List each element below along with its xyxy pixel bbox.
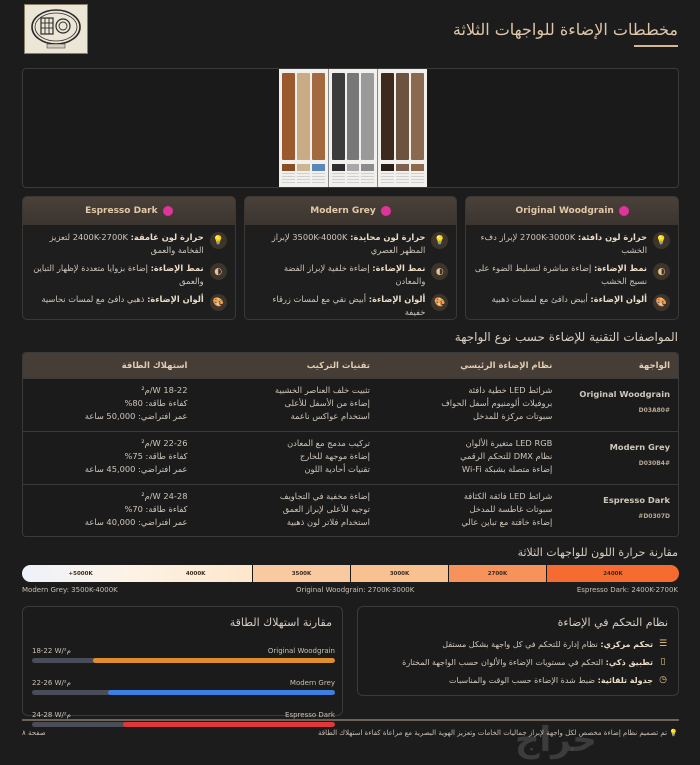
sliders-icon: ☰ (658, 639, 668, 649)
energy-comparison-box (22, 606, 343, 719)
material-swatches (282, 164, 325, 171)
contrast-icon: ◐ (431, 263, 448, 280)
facade-card-header (23, 197, 235, 225)
facades-image (279, 69, 427, 187)
color-temp-title: مقارنة حرارة اللون للواجهات الثلاثة (517, 546, 678, 559)
table-row (23, 431, 678, 484)
specs-table-header (23, 353, 678, 378)
facade-hero-frame (22, 68, 679, 188)
control-feature (442, 639, 668, 649)
install-technique-line: استخدام فلاتر لون ذهبية (286, 517, 370, 527)
lighting-system-line: بروفيلات ألومنيوم أسفل الحواف (441, 398, 553, 408)
energy-spec-line: 22-26 W/م² (141, 438, 188, 448)
feature-label: ألوان الإضاءة: (590, 294, 648, 304)
energy-bar-fill (108, 690, 335, 695)
energy-bar-track (32, 722, 335, 727)
lighting-system-line: سبوتات مركزة للمدخل (472, 411, 553, 421)
facade-color-code: D030B4# (638, 460, 670, 467)
watermark-logo: حراج (515, 720, 597, 760)
temp-legend-espresso-dark: Espresso Dark: 2400K-2700K (576, 586, 678, 594)
energy-spec-line: عمر افتراضي: 40,000 ساعة (84, 517, 188, 527)
temp-segment (22, 565, 253, 582)
col-header-install: تقنيات التركيب (306, 360, 370, 371)
energy-value: 24-28 W/م² (32, 711, 72, 719)
facade-card (244, 196, 458, 320)
energy-cell (23, 432, 195, 484)
energy-spec-line: كفاءة طاقة: 80% (124, 398, 188, 408)
facade-name: Modern Grey (609, 442, 670, 452)
temp-segment (351, 565, 449, 582)
title-underline (634, 45, 678, 47)
lightbulb-icon: 💡 (431, 232, 448, 249)
energy-spec-line: 24-28 W/م² (141, 491, 188, 501)
table-row (23, 484, 678, 537)
energy-facade-name: Modern Grey (289, 679, 335, 687)
contrast-icon: ◐ (210, 263, 227, 280)
lighting-system-line: سبوتات غاطسة للمدخل (469, 504, 553, 514)
facade-card-title: Espresso Dark (85, 206, 158, 216)
contrast-icon: ◐ (653, 263, 670, 280)
feature-text: أبيض نقي مع لمسات زرقاء خفيفة (272, 294, 426, 317)
energy-cell (23, 379, 195, 431)
facade-feature (31, 293, 227, 311)
facade-card-title: Original Woodgrain (515, 206, 614, 216)
facade-card (465, 196, 679, 320)
facade-building (282, 73, 325, 160)
lightbulb-icon: 💡 (653, 232, 670, 249)
color-temp-bar (22, 565, 679, 582)
page-header (0, 0, 700, 60)
install-technique-line: توجيه للأعلى لإبراز العمق (282, 504, 370, 514)
install-technique-line: استخدام عواكس ناعمة (290, 411, 370, 421)
temp-label: 2400K (603, 570, 623, 577)
temp-label: 4000K (185, 570, 206, 577)
facade-card-header (466, 197, 678, 225)
install-cell (195, 432, 377, 484)
facade-name: Espresso Dark (603, 495, 670, 505)
lighting-control-box (357, 606, 679, 696)
energy-spec-line: كفاءة طاقة: 70% (124, 504, 188, 514)
facade-render-panel (329, 69, 379, 187)
feature-text: ذهبي دافئ مع لمسات نحاسية (41, 294, 148, 304)
mobile-icon: ▯ (660, 657, 666, 667)
footer-note-text: تم تصميم نظام إضاءة مخصص لكل واجهة لإبراز جماليات الخامات وتعزيز الهوية البصرية مع مراعاة كفاءة استهلاك الطاقة (318, 729, 668, 737)
temp-label: 2700K (487, 570, 508, 577)
palette-icon: 🎨 (653, 294, 670, 311)
facade-card-header (245, 197, 457, 225)
system-cell (378, 379, 560, 431)
clock-icon: ◷ (659, 675, 667, 685)
energy-bar-item (32, 647, 335, 663)
temp-label: 3500K (291, 570, 312, 577)
company-logo (24, 4, 88, 54)
feature-label: حرارة لون غامقة: (130, 232, 204, 242)
color-dot-icon (381, 206, 391, 216)
facade-feature (253, 293, 449, 319)
specs-table (22, 352, 679, 537)
energy-bar-fill (123, 722, 335, 727)
temp-legend-modern-grey: Modern Grey: 3500K-4000K (22, 586, 118, 594)
facade-card-title: Modern Grey (310, 206, 376, 216)
energy-cell (23, 485, 195, 537)
col-header-energy: استهلاك الطاقة (121, 360, 188, 371)
control-label: تحكم مركزي: (600, 639, 653, 649)
facade-feature (474, 231, 670, 257)
feature-text: إضاءة بزوايا متعددة لإظهار التباين والعمق (33, 263, 204, 286)
palette-icon: 🎨 (431, 294, 448, 311)
system-cell (378, 485, 560, 537)
temp-legend-original-woodgrain: Original Woodgrain: 2700K-3000K (296, 586, 415, 594)
install-technique-line: تقنيات أحادية اللون (304, 464, 370, 474)
energy-bar-item (32, 679, 335, 695)
energy-spec-line: عمر افتراضي: 45,000 ساعة (84, 464, 188, 474)
facade-building (381, 73, 424, 160)
facade-card (22, 196, 236, 320)
energy-facade-name: Original Woodgrain (267, 647, 335, 655)
install-technique-line: إضاءة مخفية في التجاويف (279, 491, 370, 501)
install-technique-line: إضاءة من الأسفل للأعلى (284, 398, 370, 408)
lighting-system-line: إضاءة خافتة مع تباين عالي (461, 517, 553, 527)
control-text: التحكم في مستويات الإضاءة والألوان حسب الواجهة المختارة (402, 657, 606, 667)
facade-feature (253, 231, 449, 257)
control-label: تطبيق ذكي: (605, 657, 653, 667)
feature-label: نمط الإضاءة: (372, 263, 426, 273)
facade-feature (474, 262, 670, 288)
temp-segment (253, 565, 351, 582)
facade-building (332, 73, 375, 160)
energy-spec-line: عمر افتراضي: 50,000 ساعة (84, 411, 188, 421)
lighting-system-line: نظام DMX للتحكم الرقمي (460, 451, 553, 461)
control-feature (402, 657, 668, 667)
energy-bar-fill (93, 658, 335, 663)
facade-feature (31, 231, 227, 257)
color-dot-icon (619, 206, 629, 216)
lightbulb-icon: 💡 (669, 729, 678, 737)
install-technique-line: إضاءة موجهة للخارج (299, 451, 370, 461)
temp-label: 3000K (389, 570, 410, 577)
facade-render-panel (279, 69, 329, 187)
facade-name: Original Woodgrain (579, 389, 670, 399)
control-feature (449, 675, 668, 685)
system-cell (378, 432, 560, 484)
install-technique-line: تركيب مدمج مع المعادن (287, 438, 370, 448)
color-dot-icon (163, 206, 173, 216)
feature-label: نمط الإضاءة: (150, 263, 204, 273)
facade-color-code: D03A80# (638, 407, 670, 414)
feature-label: حرارة لون محايدة: (350, 232, 426, 242)
table-row (23, 378, 678, 431)
feature-text: أبيض دافئ مع لمسات ذهبية (491, 294, 591, 304)
feature-label: حرارة لون دافئة: (577, 232, 648, 242)
page-number: صفحة ٨ (22, 729, 46, 737)
facade-color-code: D0307D# (638, 513, 670, 520)
energy-title: مقارنة استهلاك الطاقة (229, 616, 332, 629)
facade-render-panel (378, 69, 427, 187)
lighting-system-line: شرائط LED خطية دافئة (468, 385, 553, 395)
temp-segment (547, 565, 679, 582)
energy-spec-line: 18-22 W/م² (141, 385, 188, 395)
temp-segment (449, 565, 547, 582)
feature-text: 2700K-3000K لإبراز دفء الخشب (480, 232, 648, 255)
temp-label: +5000K (68, 570, 93, 577)
page-title: مخططات الإضاءة للواجهات الثلاثة (452, 20, 678, 39)
feature-label: ألوان الإضاءة: (147, 294, 204, 304)
lighting-system-line: إضاءة متصلة بشبكة Wi-Fi (461, 464, 553, 474)
control-label: جدولة تلقائية: (597, 675, 653, 685)
energy-value: 18-22 W/م² (32, 647, 72, 655)
col-header-facade: الواجهة (638, 360, 670, 371)
footer-divider (22, 719, 679, 721)
install-cell (195, 485, 377, 537)
lighting-system-line: شرائط LED فائقة الكثافة (463, 491, 553, 501)
footer-note (318, 729, 678, 737)
lighting-system-line: LED RGB متغيرة الألوان (465, 438, 553, 448)
energy-facade-name: Espresso Dark (285, 711, 335, 719)
feature-text: 2400K-2700K لتعزيز الفخامة والعمق (49, 232, 204, 255)
logo-emblem-icon (27, 7, 85, 51)
energy-bar-track (32, 658, 335, 663)
material-swatches (381, 164, 424, 171)
feature-text: إضاءة مباشرة لتسليط الضوء على نسيج الخشب (474, 263, 648, 286)
energy-bar-track (32, 690, 335, 695)
palette-icon: 🎨 (210, 294, 227, 311)
control-title: نظام التحكم في الإضاءة (557, 616, 668, 629)
install-technique-line: تثبيت خلف العناصر الخشبية (275, 385, 370, 395)
material-swatches (332, 164, 375, 171)
col-header-system: نظام الإضاءة الرئيسي (460, 360, 553, 371)
facade-cards (22, 196, 679, 320)
install-cell (195, 379, 377, 431)
feature-text: 3500K-4000K لإبراز المظهر العصري (271, 232, 426, 255)
control-text: ضبط شدة الإضاءة حسب الوقت والمناسبات (449, 675, 598, 685)
energy-value: 22-26 W/م² (32, 679, 72, 687)
feature-label: ألوان الإضاءة: (368, 294, 426, 304)
facade-feature (474, 293, 670, 311)
specs-section-title: المواصفات التقنية للإضاءة حسب نوع الواجهة (454, 330, 678, 344)
feature-label: نمط الإضاءة: (593, 263, 648, 273)
facade-feature (31, 262, 227, 288)
lightbulb-icon: 💡 (210, 232, 227, 249)
control-text: نظام إدارة للتحكم في كل واجهة بشكل مستقل (442, 639, 601, 649)
feature-text: إضاءة خلفية لإبراز الفضة والمعادن (283, 263, 426, 286)
facade-feature (253, 262, 449, 288)
energy-spec-line: كفاءة طاقة: 75% (124, 451, 188, 461)
